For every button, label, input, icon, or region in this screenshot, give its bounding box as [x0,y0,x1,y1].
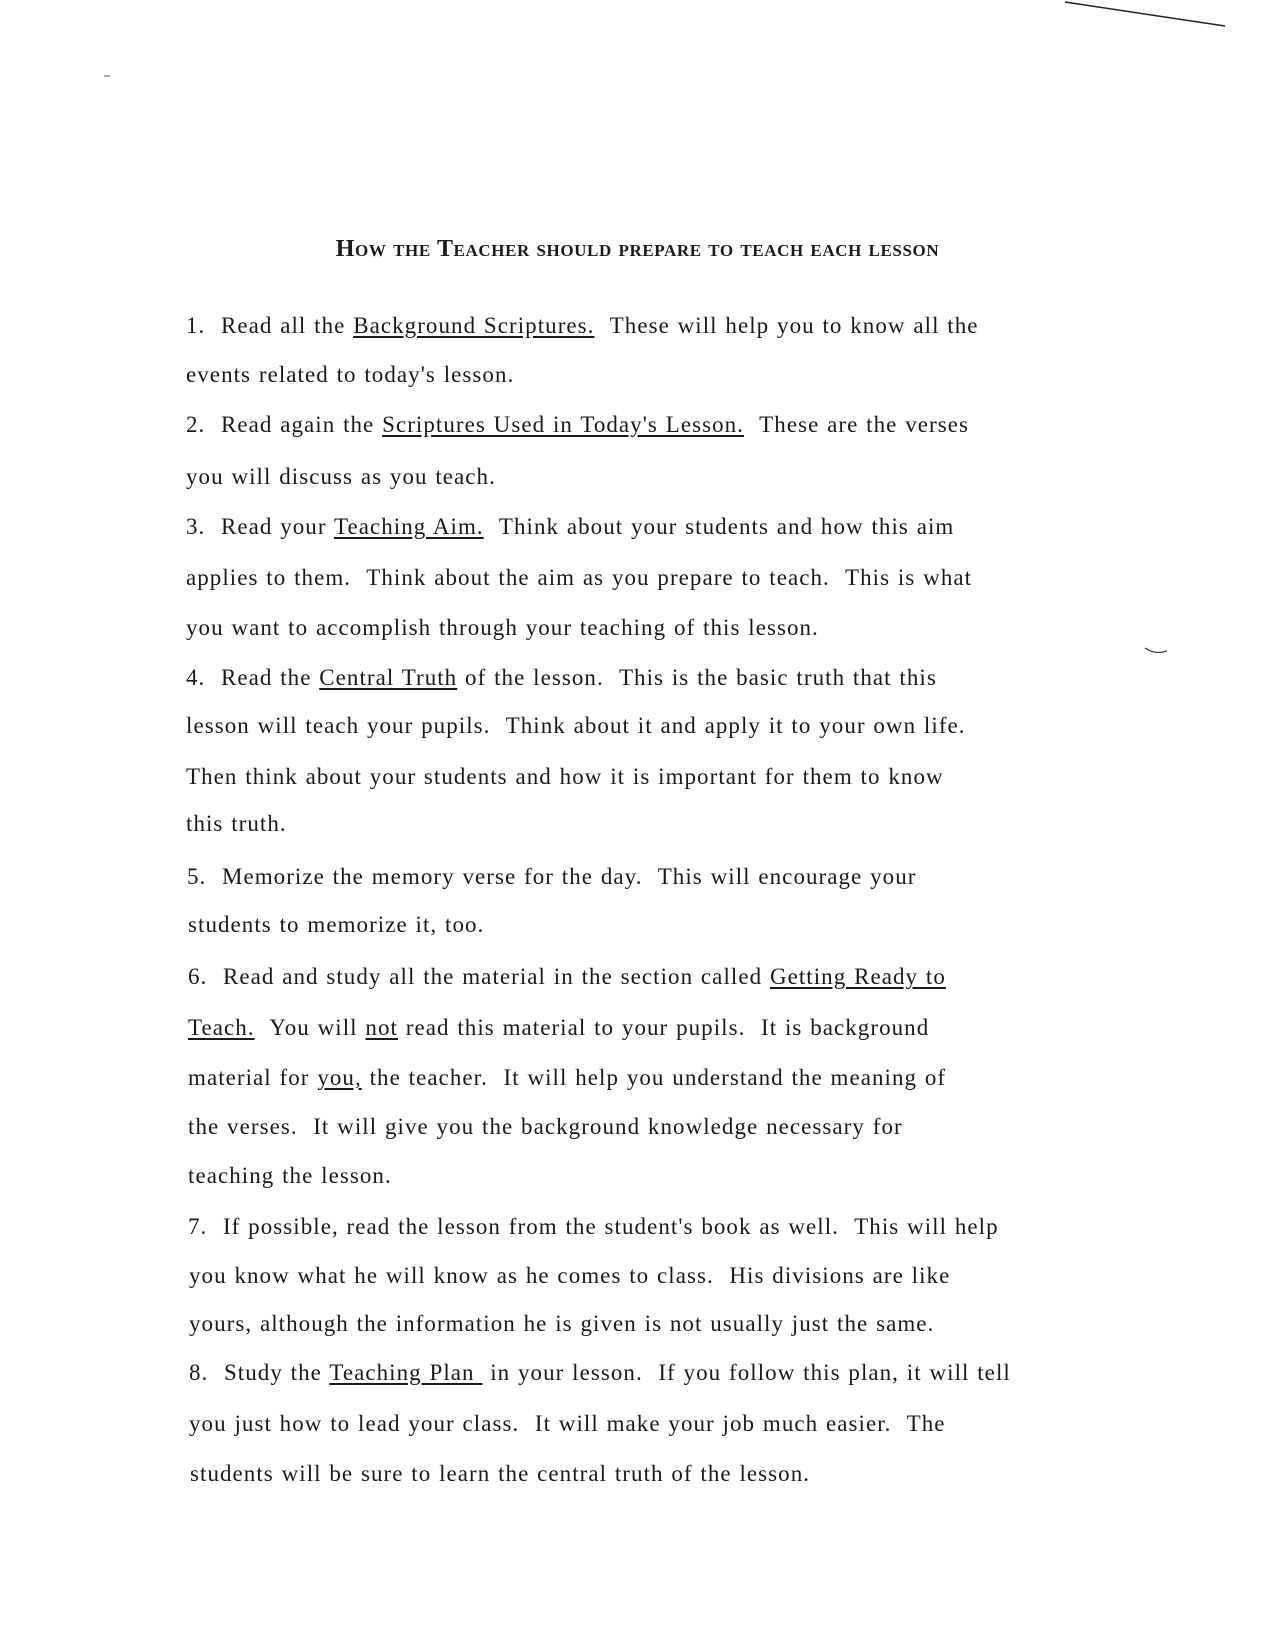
text-line [188,1015,929,1041]
text-line [186,464,496,490]
text-segment: read this material to your pupils. It is background [397,1015,930,1040]
text-segment: the verses. It will give you the background knowledge necessary for [188,1114,903,1139]
scan-speck [104,74,114,78]
text-segment: lesson will teach your pupils. Think about it and apply it to your own life. [186,713,966,738]
text-line [186,615,819,641]
text-line [188,1214,999,1240]
text-line [188,1065,946,1091]
page-title: How the Teacher should prepare to teach each lesson [335,236,940,262]
text-segment: You will [254,1015,366,1040]
underlined-term: Teach. [188,1015,255,1040]
text-line [186,362,514,388]
underlined-term: Getting Ready to [769,964,946,989]
text-line [186,514,954,540]
text-segment: teaching the lesson. [188,1163,392,1188]
text-line [189,1360,1011,1386]
text-line [186,811,287,837]
underlined-term: Teaching Plan [329,1360,483,1385]
text-segment: 4. Read the [186,665,320,690]
text-line [186,713,966,739]
text-line [188,912,484,938]
text-line [188,1114,903,1140]
scan-edge-line [1050,0,1275,40]
text-line [188,1163,392,1189]
text-segment: in your lesson. If you follow this plan, it will tell [482,1360,1011,1385]
text-segment: 1. Read all the [186,313,354,338]
text-segment: you want to accomplish through your teaching of this lesson. [186,615,819,640]
text-line [189,1263,950,1289]
text-segment: of the lesson. This is the basic truth that this [457,665,937,690]
text-segment: 8. Study the [189,1360,330,1385]
text-segment: yours, although the information he is given is not usually just the same. [189,1311,935,1336]
text-line [187,864,916,890]
text-segment: 5. Memorize the memory verse for the day. This will encourage your [187,864,917,889]
text-segment: this truth. [186,811,287,836]
underlined-term: Central Truth [319,665,458,690]
text-segment: Then think about your students and how it is important for them to know [186,764,944,789]
underlined-term: Scriptures Used in Today's Lesson. [382,412,744,437]
text-line [186,412,969,438]
text-segment: you know what he will know as he comes to class. His divisions are like [189,1263,951,1288]
text-segment: 2. Read again the [186,412,383,437]
text-line [189,1411,946,1437]
text-line [186,565,972,591]
text-segment: applies to them. Think about the aim as you prepare to teach. This is what [186,565,973,590]
text-line [186,313,979,339]
text-segment: 7. If possible, read the lesson from the student's book as well. This will help [188,1214,999,1239]
text-segment: students will be sure to learn the central truth of the lesson. [190,1461,811,1486]
text-segment: you just how to lead your class. It will make your job much easier. The [189,1411,946,1436]
text-segment: These are the verses [743,412,969,437]
text-segment: students to memorize it, too. [188,912,485,937]
text-segment: These will help you to know all the [594,313,979,338]
text-segment: events related to today's lesson. [186,362,515,387]
text-line [188,964,946,990]
text-segment: material for [188,1065,318,1090]
underlined-term: not [365,1015,398,1040]
text-segment: the teacher. It will help you understand the meaning of [361,1065,947,1090]
underlined-term: you, [317,1065,362,1090]
text-line [186,764,944,790]
text-line [186,665,937,691]
scan-mark [1143,645,1173,660]
text-segment: Think about your students and how this aim [483,514,955,539]
text-segment: 3. Read your [186,514,334,539]
underlined-term: Teaching Aim. [333,514,484,539]
text-segment: 6. Read and study all the material in the section called [188,964,770,989]
text-line [189,1311,934,1337]
underlined-term: Background Scriptures. [353,313,595,338]
text-segment: you will discuss as you teach. [186,464,496,489]
text-line [190,1461,810,1487]
